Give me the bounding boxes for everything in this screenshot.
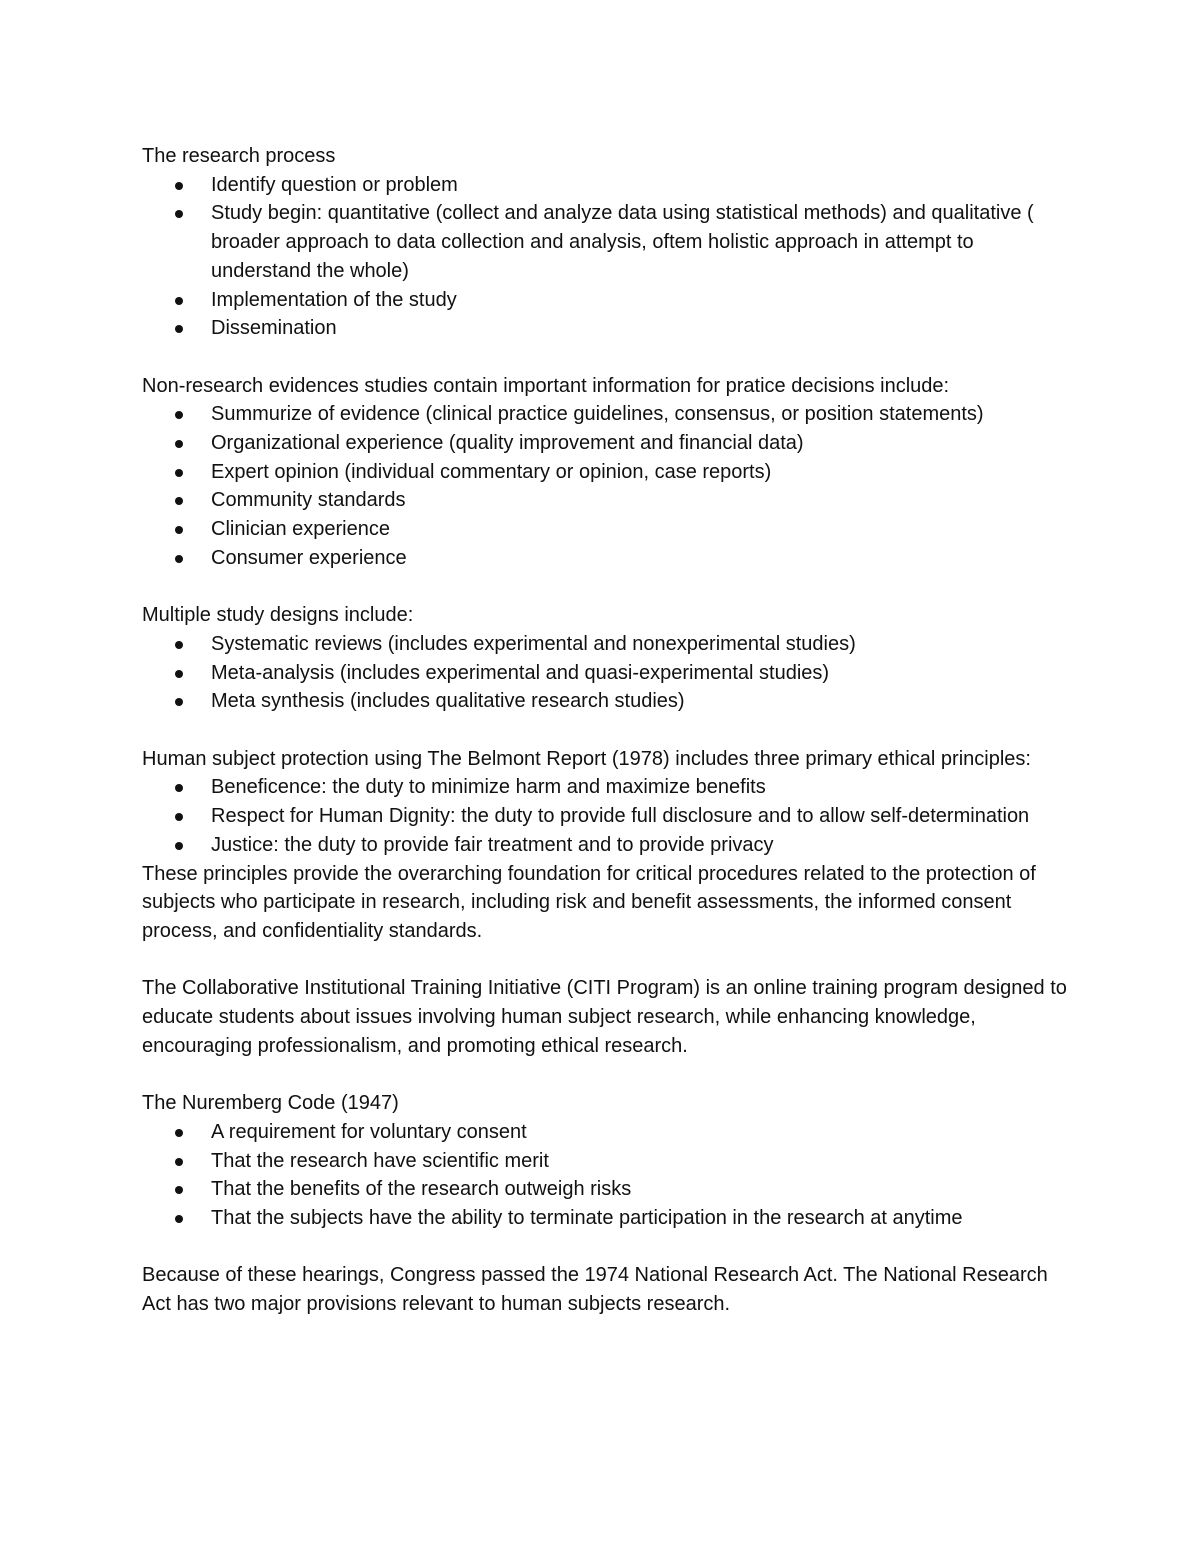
document-body — [142, 142, 1072, 1319]
bullet-icon — [175, 1158, 183, 1166]
national-research-act-paragraph: Because of these hearings, Congress passed the 1974 National Research Act. The National Research Act has two major provisions relevant to human subjects research. — [142, 1264, 1048, 1316]
nuremberg-code-list — [142, 1118, 1072, 1233]
list-item: Beneficence: the duty to minimize harm and maximize benefits — [142, 773, 1072, 802]
list-item: A requirement for voluntary consent — [142, 1118, 1072, 1147]
bullet-icon — [175, 813, 183, 821]
list-item: Meta-analysis (includes experimental and quasi-experimental studies) — [142, 659, 1072, 688]
citi-program-paragraph: The Collaborative Institutional Training Initiative (CITI Program) is an online training program designed to educate students about issues involving human subject research, while enhancing knowledge, encouraging professionalism, and promoting ethical research. — [142, 977, 1067, 1057]
section-heading-study-designs: Multiple study designs include: — [142, 604, 414, 627]
bullet-icon — [175, 555, 183, 563]
list-item: That the subjects have the ability to terminate participation in the research at anytime — [142, 1204, 1072, 1233]
bullet-icon — [175, 469, 183, 477]
list-item: Community standards — [142, 486, 1072, 515]
paragraph-spacer — [142, 716, 1072, 745]
bullet-icon — [175, 526, 183, 534]
paragraph-spacer — [142, 343, 1072, 372]
list-item: Clinician experience — [142, 515, 1072, 544]
bullet-icon — [175, 1186, 183, 1194]
list-item: That the benefits of the research outweigh risks — [142, 1175, 1072, 1204]
list-item: Study begin: quantitative (collect and analyze data using statistical methods) and qualitative ( broader approach to data collection and analysis, oftem holistic approach in attempt to understand the whole) — [142, 199, 1072, 285]
bullet-icon — [175, 698, 183, 706]
list-item: Consumer experience — [142, 544, 1072, 573]
list-item: Respect for Human Dignity: the duty to provide full disclosure and to allow self-determination — [142, 802, 1072, 831]
paragraph-spacer — [142, 573, 1072, 602]
list-item: Implementation of the study — [142, 286, 1072, 315]
section-heading-belmont-report: Human subject protection using The Belmont Report (1978) includes three primary ethical principles: — [142, 747, 1031, 770]
section-heading-nuremberg-code: The Nuremberg Code (1947) — [142, 1092, 399, 1115]
list-item: Justice: the duty to provide fair treatment and to provide privacy — [142, 831, 1072, 860]
list-item: Systematic reviews (includes experimental and nonexperimental studies) — [142, 630, 1072, 659]
paragraph-spacer — [142, 1233, 1072, 1262]
list-item: Dissemination — [142, 314, 1072, 343]
bullet-icon — [175, 1215, 183, 1223]
bullet-icon — [175, 297, 183, 305]
bullet-icon — [175, 411, 183, 419]
research-process-list — [142, 171, 1072, 343]
list-item: Meta synthesis (includes qualitative research studies) — [142, 687, 1072, 716]
bullet-icon — [175, 784, 183, 792]
list-item: Expert opinion (individual commentary or opinion, case reports) — [142, 458, 1072, 487]
bullet-icon — [175, 210, 183, 218]
bullet-icon — [175, 497, 183, 505]
section-heading-non-research-evidence: Non-research evidences studies contain important information for pratice decisions include: — [142, 374, 950, 397]
list-item: Summurize of evidence (clinical practice guidelines, consensus, or position statements) — [142, 400, 1072, 429]
paragraph-spacer — [142, 946, 1072, 975]
non-research-evidence-list — [142, 400, 1072, 572]
section-heading-research-process: The research process — [142, 145, 336, 167]
belmont-principles-paragraph: These principles provide the overarching foundation for critical procedures related to the protection of subjects who participate in research, including risk and benefit assessments, the informed consent process, and confidentiality standards. — [142, 862, 1036, 942]
bullet-icon — [175, 842, 183, 850]
study-designs-list — [142, 630, 1072, 716]
list-item: Identify question or problem — [142, 171, 1072, 200]
list-item: That the research have scientific merit — [142, 1147, 1072, 1176]
list-item: Organizational experience (quality improvement and financial data) — [142, 429, 1072, 458]
bullet-icon — [175, 670, 183, 678]
bullet-icon — [175, 1129, 183, 1137]
bullet-icon — [175, 182, 183, 190]
ethical-principles-list — [142, 773, 1072, 859]
bullet-icon — [175, 641, 183, 649]
paragraph-spacer — [142, 1060, 1072, 1089]
bullet-icon — [175, 440, 183, 448]
bullet-icon — [175, 325, 183, 333]
